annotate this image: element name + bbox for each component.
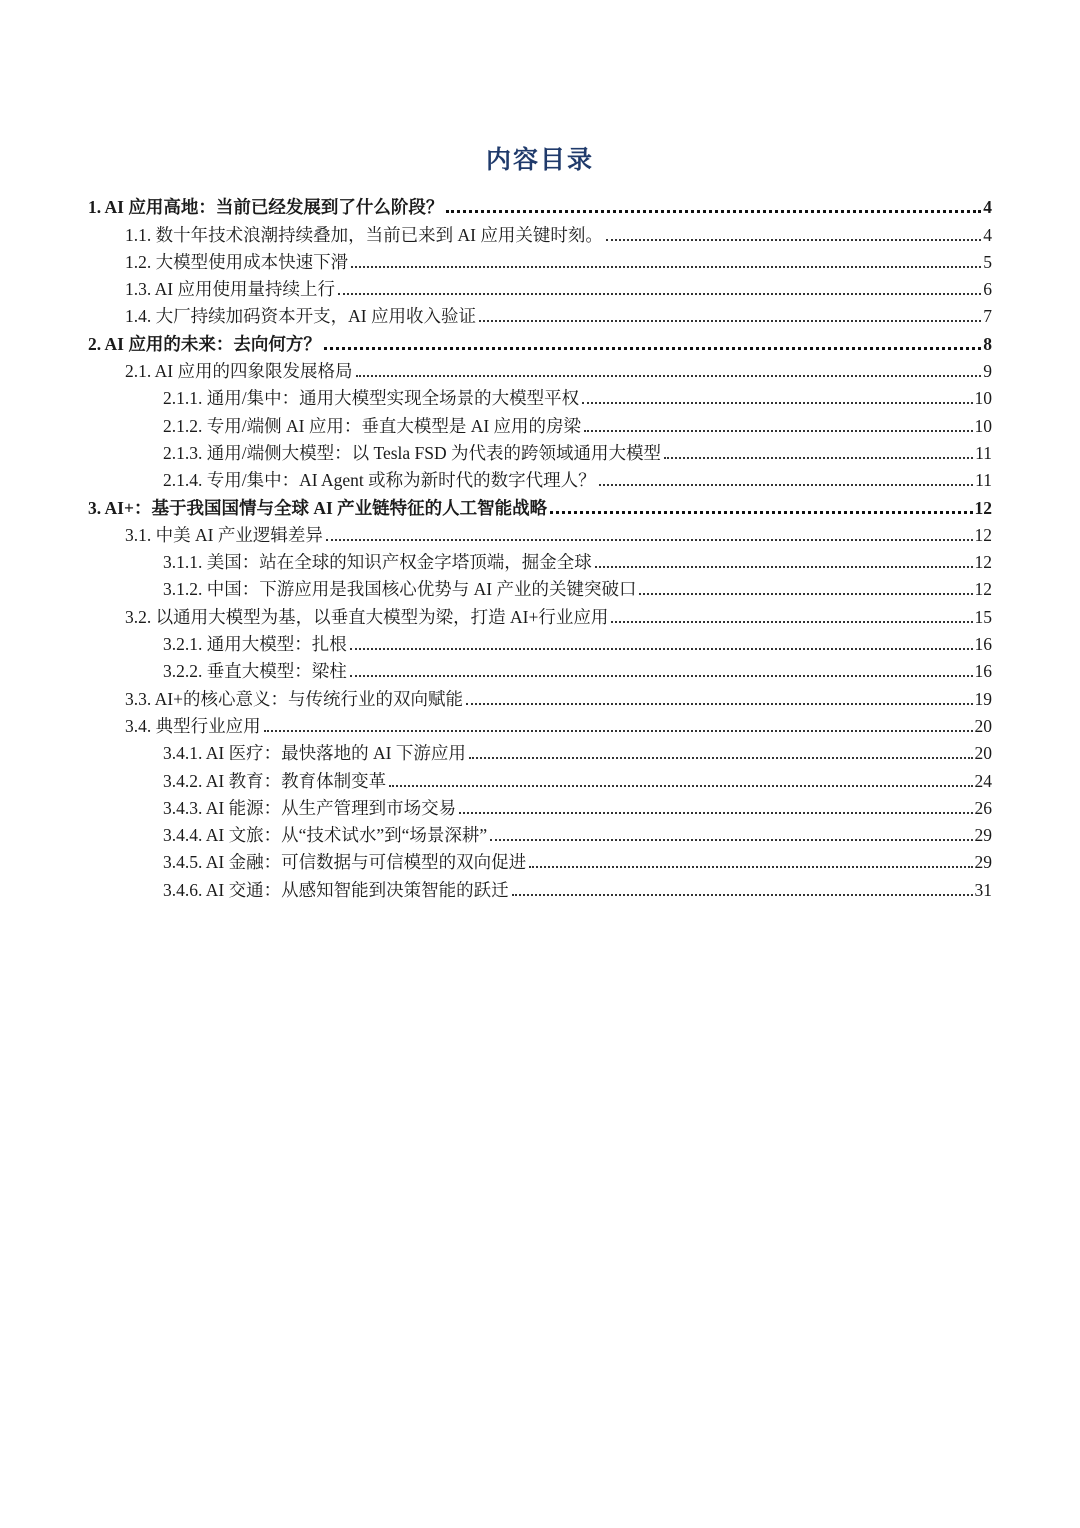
toc-entry-label: 1. AI 应用高地：当前已经发展到了什么阶段？ (88, 197, 444, 218)
toc-dot-leader (326, 539, 973, 541)
toc-page-number: 29 (974, 825, 992, 846)
toc-page-number: 12 (974, 524, 992, 545)
toc-dot-leader (338, 293, 981, 295)
toc-dot-leader (350, 648, 973, 650)
toc-entry[interactable] (163, 873, 992, 900)
toc-entry[interactable] (163, 464, 992, 491)
toc-entry-label: 3.1.2. 中国：下游应用是我国核心优势与 AI 产业的关键突破口 (163, 579, 637, 600)
toc-entry-label: 1.2. 大模型使用成本快速下滑 (125, 251, 349, 272)
toc-entry[interactable] (125, 710, 992, 737)
toc-dot-leader (550, 511, 972, 514)
toc-dot-leader (479, 320, 981, 322)
toc-entry[interactable] (163, 846, 992, 873)
toc-entry[interactable] (125, 600, 992, 627)
toc-page-number: 8 (983, 333, 992, 354)
toc-dot-leader (611, 621, 972, 623)
toc-dot-leader (389, 785, 972, 787)
toc-entry-label: 3.2. 以通用大模型为基，以垂直大模型为梁，打造 AI+行业应用 (125, 606, 609, 627)
toc-entry-label: 2.1.4. 专用/集中：AI Agent 或称为新时代的数字代理人？ (163, 470, 596, 491)
toc-page-number: 10 (974, 415, 992, 436)
toc-entry-label: 3.4.1. AI 医疗：最快落地的 AI 下游应用 (163, 743, 466, 764)
toc-page-number: 16 (974, 634, 992, 655)
toc-entry-label: 3.4.5. AI 金融：可信数据与可信模型的双向促进 (163, 852, 527, 873)
toc-entry-label: 2.1.1. 通用/集中：通用大模型实现全场景的大模型平权 (163, 388, 580, 409)
toc-entry-label: 2.1.2. 专用/端侧 AI 应用：垂直大模型是 AI 应用的房梁 (163, 415, 582, 436)
toc-entry-label: 2.1.3. 通用/端侧大模型：以 Tesla FSD 为代表的跨领域通用大模型 (163, 442, 662, 463)
toc-entry[interactable] (163, 819, 992, 846)
toc-dot-leader (350, 675, 973, 677)
toc-page-number: 20 (974, 743, 992, 764)
toc-entry-label: 1.4. 大厂持续加码资本开支，AI 应用收入验证 (125, 306, 476, 327)
toc-entry[interactable] (125, 355, 992, 382)
toc-entry[interactable] (125, 682, 992, 709)
toc-dot-leader (446, 210, 981, 213)
toc-page-number: 5 (983, 251, 992, 272)
toc-entry-label: 3.4.6. AI 交通：从感知智能到决策智能的跃迁 (163, 879, 509, 900)
toc-page-number: 16 (974, 661, 992, 682)
toc-page-number: 12 (974, 497, 992, 518)
toc-dot-leader (664, 457, 973, 459)
toc-entry[interactable] (88, 491, 992, 518)
toc-page-number: 11 (975, 442, 992, 463)
toc-page-number: 31 (974, 879, 992, 900)
toc-dot-leader (490, 839, 972, 841)
toc-page-number: 9 (983, 361, 992, 382)
toc-entry[interactable] (163, 409, 992, 436)
toc-entry[interactable] (88, 327, 992, 354)
toc-entry[interactable] (88, 191, 992, 218)
toc-dot-leader (529, 866, 972, 868)
toc-entry-label: 3.4.4. AI 文旅：从“技术试水”到“场景深耕” (163, 825, 488, 846)
toc-entry[interactable] (125, 519, 992, 546)
toc-dot-leader (606, 239, 981, 241)
toc-entry-label: 1.1. 数十年技术浪潮持续叠加，当前已来到 AI 应用关键时刻。 (125, 224, 603, 245)
toc-entry-label: 3.2.1. 通用大模型：扎根 (163, 634, 347, 655)
toc-page-number: 12 (974, 579, 992, 600)
toc-entry-label: 2.1. AI 应用的四象限发展格局 (125, 361, 353, 382)
toc-entry[interactable] (163, 628, 992, 655)
toc-page-number: 7 (983, 306, 992, 327)
toc-dot-leader (595, 566, 973, 568)
toc-page-number: 29 (974, 852, 992, 873)
toc-dot-leader (356, 375, 982, 377)
toc-entry-label: 2. AI 应用的未来：去向何方？ (88, 333, 321, 354)
toc-entry[interactable] (163, 655, 992, 682)
toc-page-number: 26 (974, 797, 992, 818)
toc-dot-leader (264, 730, 973, 732)
toc-entry-label: 3.2.2. 垂直大模型：梁柱 (163, 661, 347, 682)
toc-page-number: 12 (974, 552, 992, 573)
toc-page-number: 20 (974, 715, 992, 736)
toc-entry[interactable] (125, 246, 992, 273)
toc-entry[interactable] (163, 764, 992, 791)
toc-entry-label: 3.4.3. AI 能源：从生产管理到市场交易 (163, 797, 457, 818)
toc-dot-leader (351, 266, 981, 268)
toc-dot-leader (599, 484, 974, 486)
toc-entry[interactable] (125, 300, 992, 327)
toc-entry[interactable] (163, 546, 992, 573)
toc-entry[interactable] (163, 382, 992, 409)
toc-entry[interactable] (163, 573, 992, 600)
toc-page-number: 4 (983, 224, 992, 245)
toc-entry-label: 3. AI+：基于我国国情与全球 AI 产业链特征的人工智能战略 (88, 497, 548, 518)
toc-entry[interactable] (163, 437, 992, 464)
table-of-contents (0, 191, 1080, 901)
toc-dot-leader (459, 812, 972, 814)
toc-page-number: 19 (974, 688, 992, 709)
toc-dot-leader (324, 347, 981, 350)
page-title: 内容目录 (485, 147, 594, 174)
toc-page-number: 11 (975, 470, 992, 491)
toc-dot-leader (469, 757, 973, 759)
toc-dot-leader (512, 894, 973, 896)
toc-entry[interactable] (125, 273, 992, 300)
toc-page-number: 15 (974, 606, 992, 627)
toc-entry-label: 3.4. 典型行业应用 (125, 715, 261, 736)
toc-entry-label: 3.1. 中美 AI 产业逻辑差异 (125, 524, 323, 545)
toc-page-number: 4 (983, 197, 992, 218)
toc-entry[interactable] (163, 737, 992, 764)
toc-dot-leader (466, 703, 973, 705)
toc-entry-label: 1.3. AI 应用使用量持续上行 (125, 279, 335, 300)
toc-dot-leader (582, 402, 972, 404)
toc-entry[interactable] (163, 792, 992, 819)
toc-entry-label: 3.4.2. AI 教育：教育体制变革 (163, 770, 387, 791)
toc-page-number: 24 (974, 770, 992, 791)
toc-dot-leader (584, 430, 972, 432)
toc-dot-leader (639, 593, 972, 595)
toc-page-number: 6 (983, 279, 992, 300)
toc-entry[interactable] (125, 218, 992, 245)
toc-page-number: 10 (974, 388, 992, 409)
toc-entry-label: 3.1.1. 美国：站在全球的知识产权金字塔顶端，掘金全球 (163, 552, 592, 573)
toc-entry-label: 3.3. AI+的核心意义：与传统行业的双向赋能 (125, 688, 463, 709)
